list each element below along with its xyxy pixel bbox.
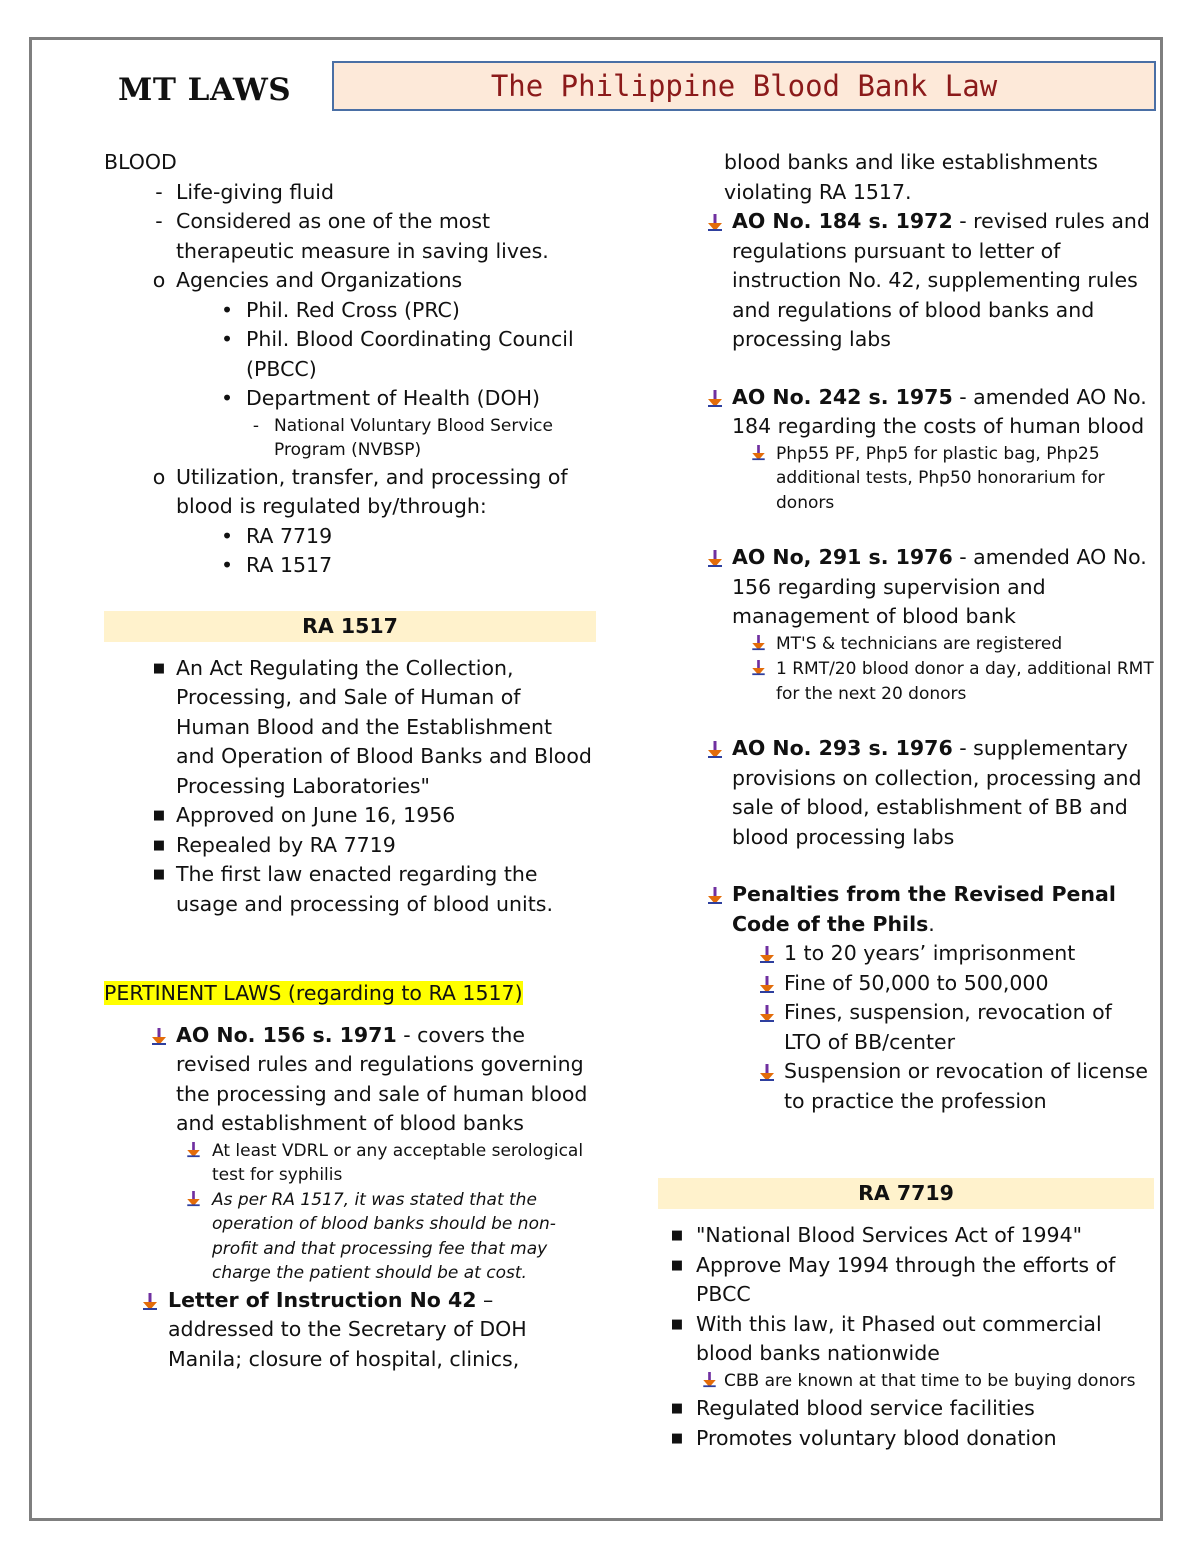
ao242-code: AO No. 242 s. 1975: [732, 384, 953, 409]
agencies-label: Agencies and Organizations: [176, 268, 463, 292]
list-item: [104, 1286, 596, 1375]
list-item: [658, 1394, 1154, 1424]
right-column: [658, 148, 1154, 1453]
list-item: [658, 442, 1154, 516]
arrow-bullet-icon: [750, 939, 784, 969]
list-item-text: Life-giving fluid: [176, 179, 335, 204]
list-item-text: Regulated blood service facilities: [696, 1396, 1035, 1420]
list-item: [104, 654, 596, 802]
list-item-text: Approve May 1994 through the efforts of PBCC: [696, 1252, 1116, 1306]
list-item-text: Promotes voluntary blood donation: [696, 1425, 1057, 1450]
arrow-bullet-icon: [742, 442, 776, 468]
list-item: [104, 522, 596, 552]
regulation-text: RA 7719: [246, 523, 333, 548]
ao293-desc: - supplementary provisions on collection, processing and sale of blood, establishment of BB and blood processing labs: [732, 736, 1142, 849]
list-item: [658, 998, 1154, 1057]
penalty-text: Suspension or revocation of license to practice the profession: [784, 1059, 1148, 1113]
list-item-text: The first law enacted regarding the usage and processing of blood units.: [176, 862, 553, 916]
list-item-text: Considered as one of the most therapeutic measure in saving lives.: [176, 209, 549, 263]
arrow-bullet-icon: [742, 632, 776, 658]
square-bullet: ■: [670, 1401, 684, 1416]
list-item: [658, 1369, 1154, 1395]
ao291-code: AO No, 291 s. 1976: [732, 545, 953, 569]
ao156-sub-text: As per RA 1517, it was stated that the operation of blood banks should be non-profit and that processing fee that may charge the patient should be at cost.: [212, 1189, 556, 1283]
left-column: [104, 148, 596, 1374]
square-bullet: ■: [670, 1257, 684, 1273]
arrow-bullet-icon: [132, 1286, 168, 1316]
arrow-bullet-icon: [750, 969, 784, 999]
list-item: [658, 939, 1154, 969]
pertinent-laws-label: PERTINENT LAWS (regarding to RA 1517): [104, 981, 523, 1005]
agency-text: Phil. Red Cross (PRC): [246, 297, 460, 322]
list-item-text: An Act Regulating the Collection, Processing, and Sale of Human of Human Blood and the Establishment and Operation of Blood Banks and Blood Processing Laboratories": [176, 655, 592, 798]
document-title: The Philippine Blood Bank Law: [490, 69, 998, 103]
square-bullet: ■: [670, 1228, 684, 1243]
loi42-code: Letter of Instruction No 42: [168, 1287, 477, 1312]
list-item: [104, 178, 596, 208]
ao156-sub-text: At least VDRL or any acceptable serological test for syphilis: [212, 1140, 584, 1185]
square-bullet: ■: [152, 660, 166, 676]
list-item: [658, 1251, 1154, 1310]
square-bullet: ■: [152, 867, 166, 882]
list-item: [658, 1424, 1154, 1454]
disc-bullet: •: [220, 386, 234, 410]
square-bullet: ■: [152, 837, 166, 853]
cbb-note-text: CBB are known at that time to be buying donors: [724, 1370, 1136, 1391]
list-item: [658, 207, 1154, 355]
mt-laws-title: MT LAWS: [118, 72, 292, 108]
ao184-code: AO No. 184 s. 1972: [732, 209, 953, 233]
disc-bullet: •: [220, 523, 234, 548]
utilization-text: Utilization, transfer, and processing of blood is regulated by/through:: [176, 464, 568, 518]
disc-bullet: •: [220, 327, 234, 351]
arrow-bullet-icon: [176, 1139, 212, 1165]
blood-heading: BLOOD: [104, 150, 177, 174]
loi42-desc: – addressed to the Secretary of DOH Manila; closure of hospital, clinics,: [168, 1287, 527, 1371]
dash-bullet: -: [252, 415, 260, 436]
list-item: [104, 463, 596, 522]
list-item: Penalties from the Revised Penal Code of the Phils.: [658, 880, 1154, 939]
loi42-continued: blood banks and like establishments violating RA 1517.: [724, 150, 1098, 204]
ra1517-heading: RA 1517: [104, 611, 596, 642]
list-item: [104, 325, 596, 384]
list-item: [104, 384, 596, 414]
list-item-text: Repealed by RA 7719: [176, 832, 396, 857]
arrow-bullet-icon: [698, 383, 732, 413]
list-item: [104, 551, 596, 581]
agency-text: Department of Health (DOH): [246, 386, 541, 410]
arrow-bullet-icon: [176, 1188, 212, 1214]
arrow-bullet-icon: [698, 543, 732, 573]
ao184-desc: - revised rules and regulations pursuant to letter of instruction No. 42, supplementing rules and regulations of blood banks and processing labs: [732, 209, 1150, 351]
list-item: [658, 1057, 1154, 1116]
square-bullet: ■: [670, 1316, 684, 1332]
list-item-text: With this law, it Phased out commercial blood banks nationwide: [696, 1311, 1102, 1365]
ra7719-heading: RA 7719: [658, 1178, 1154, 1209]
square-bullet: ■: [152, 808, 166, 823]
circle-bullet: o: [152, 464, 166, 489]
list-item: [104, 860, 596, 919]
disc-bullet: •: [220, 553, 234, 577]
list-item: [104, 1139, 596, 1188]
ao156-code: AO No. 156 s. 1971: [176, 1022, 397, 1047]
list-item: [104, 266, 596, 296]
penalty-text: Fine of 50,000 to 500,000: [784, 970, 1049, 995]
list-item: [658, 383, 1154, 442]
list-item: [658, 1310, 1154, 1369]
arrow-bullet-icon: [742, 657, 776, 683]
list-item: [104, 296, 596, 326]
ao242-sub-text: Php55 PF, Php5 for plastic bag, Php25 additional tests, Php50 honorarium for donors: [776, 443, 1105, 513]
list-item: [104, 1021, 596, 1139]
list-item-text: "National Blood Services Act of 1994": [696, 1223, 1083, 1247]
list-item: [658, 657, 1154, 706]
arrow-bullet-icon: [698, 880, 732, 910]
penalties-label: Penalties from the Revised Penal Code of the Phils: [732, 882, 1116, 936]
list-item: [104, 414, 596, 463]
ao291-desc: - amended AO No. 156 regarding supervision and management of blood bank: [732, 545, 1147, 628]
ao242-desc: - amended AO No. 184 regarding the costs of human blood: [732, 384, 1147, 438]
dash-bullet: -: [155, 209, 163, 233]
arrow-bullet-icon: [750, 998, 784, 1028]
penalty-text: Fines, suspension, revocation of LTO of BB/center: [784, 1000, 1112, 1054]
regulation-text: RA 1517: [246, 553, 333, 577]
list-item: [104, 831, 596, 861]
dash-bullet: -: [155, 179, 163, 204]
pertinent-laws-heading: [104, 979, 596, 1009]
list-item: [658, 543, 1154, 632]
list-item: [104, 801, 596, 831]
doh-program-text: National Voluntary Blood Service Program (NVBSP): [274, 415, 553, 460]
list-item: [104, 1188, 596, 1286]
ao291-sub-text: MT'S & technicians are registered: [776, 633, 1063, 654]
ao156-desc: - covers the revised rules and regulations governing the processing and sale of human blood and establishment of blood banks: [176, 1022, 588, 1135]
arrow-bullet-icon: [142, 1021, 176, 1051]
ao293-code: AO No. 293 s. 1976: [732, 736, 953, 760]
arrow-bullet-icon: [750, 1057, 784, 1087]
list-item: [658, 632, 1154, 658]
disc-bullet: •: [220, 297, 234, 322]
arrow-bullet-icon: [698, 734, 732, 764]
document-title-box: [332, 61, 1156, 111]
list-item: [104, 207, 596, 266]
list-item: [658, 969, 1154, 999]
ao291-sub-text: 1 RMT/20 blood donor a day, additional RMT for the next 20 donors: [776, 659, 1154, 704]
square-bullet: ■: [670, 1430, 684, 1446]
circle-bullet: o: [152, 268, 166, 292]
arrow-bullet-icon: [696, 1369, 724, 1395]
list-item: [658, 1221, 1154, 1251]
list-item-text: Approved on June 16, 1956: [176, 803, 456, 827]
arrow-bullet-icon: [698, 207, 732, 237]
penalty-text: 1 to 20 years’ imprisonment: [784, 941, 1076, 965]
list-item: [658, 734, 1154, 852]
agency-text: Phil. Blood Coordinating Council (PBCC): [246, 327, 574, 381]
